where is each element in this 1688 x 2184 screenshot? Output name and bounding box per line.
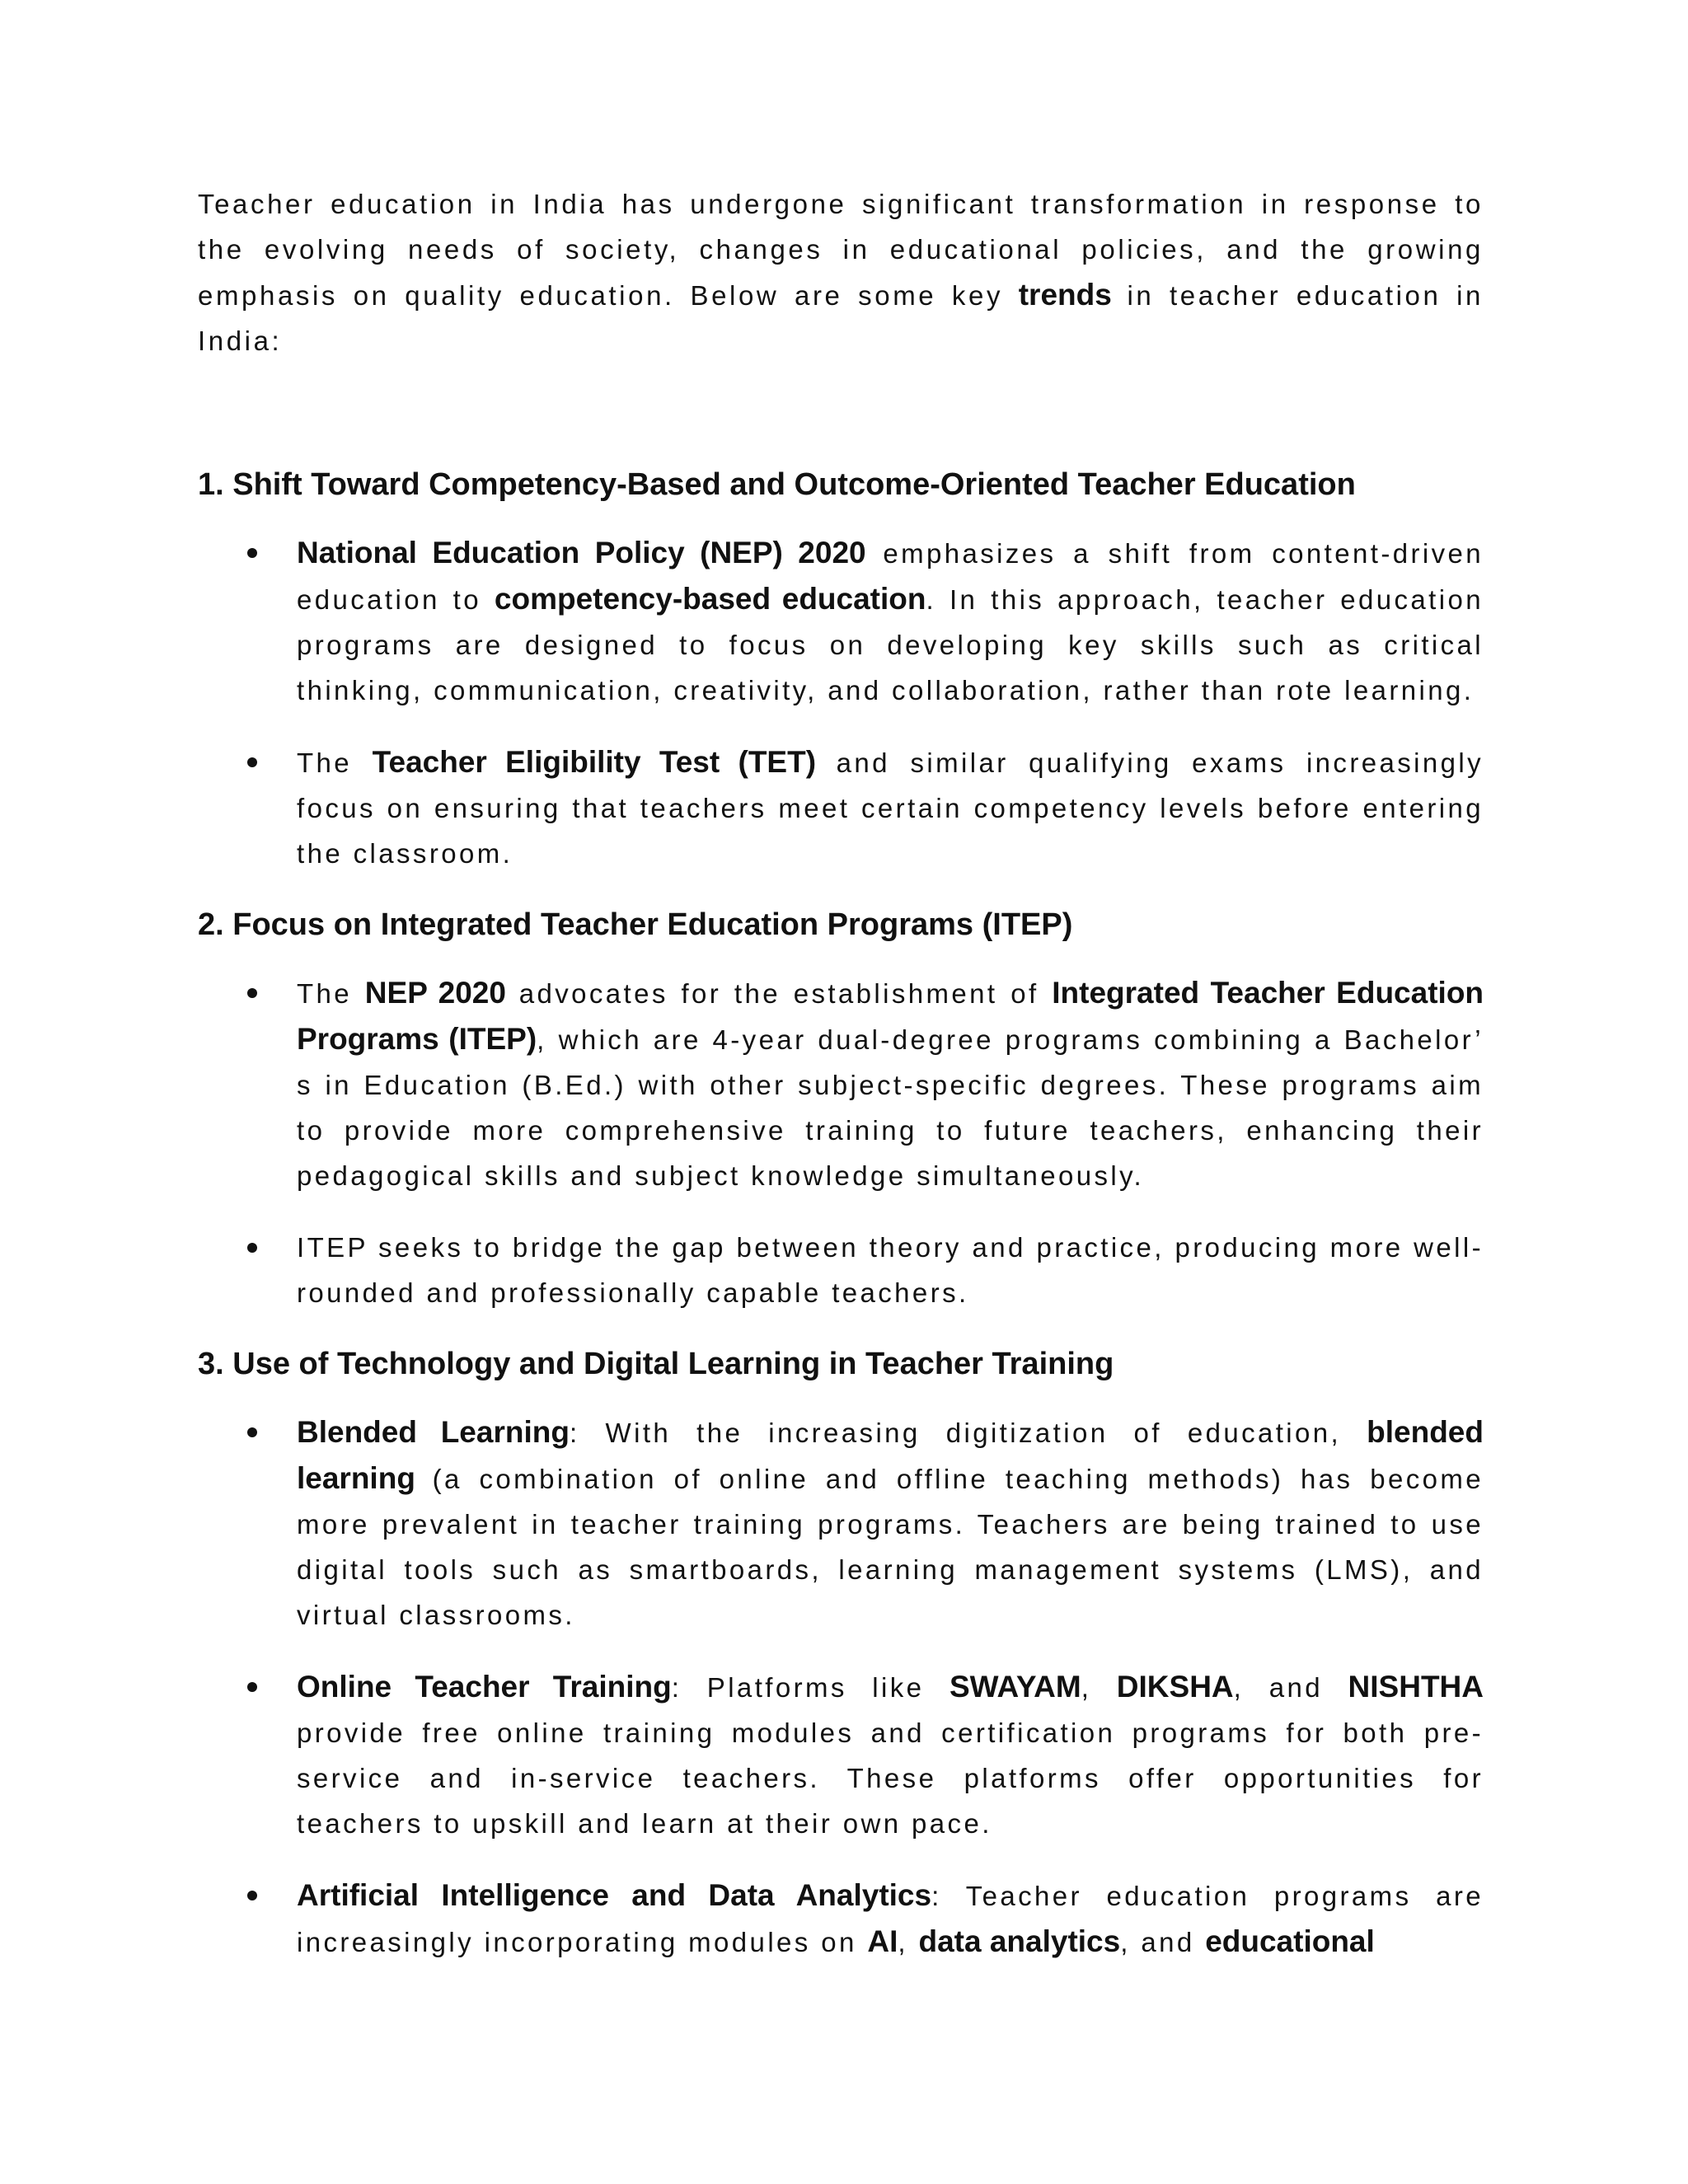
bullet-list: [198, 1409, 1484, 1965]
text-run: ,: [898, 1927, 919, 1957]
bold-phrase: competency-based education: [494, 582, 926, 616]
text-run: The: [297, 748, 373, 778]
bold-phrase: educational: [1205, 1924, 1375, 1958]
bullet-dot-icon: [247, 1427, 257, 1437]
text-run: : With the increasing digitization of education,: [569, 1418, 1367, 1448]
bullet-dot-icon: [247, 757, 257, 767]
bullet-dot-icon: [247, 1243, 257, 1253]
bullet-dot-icon: [247, 1682, 257, 1692]
bullet-dot-icon: [247, 1891, 257, 1900]
intro-paragraph: [198, 181, 1484, 363]
bullet-item: [198, 1664, 1484, 1846]
bullet-item: [198, 1225, 1484, 1315]
bullet-dot-icon: [247, 548, 257, 558]
bold-phrase: Teacher Eligibility Test (TET): [372, 745, 817, 779]
section-2: [198, 902, 1484, 1315]
section-1: [198, 462, 1484, 876]
text-run: The: [297, 978, 365, 1009]
intro-bold-trends: trends: [1018, 278, 1112, 312]
bold-phrase: Integrated Teacher Education Programs (ITEP): [297, 976, 1484, 1056]
text-run: ITEP seeks to bridge the gap between theory and practice, producing more well-rounded and professionally capable teachers.: [297, 1232, 1484, 1308]
bullet-item: [198, 739, 1484, 876]
text-run: , and: [1120, 1927, 1206, 1957]
intro-text-after: in teacher education in India:: [198, 280, 1484, 356]
bullet-item: [198, 1872, 1484, 1965]
bullet-list: [198, 970, 1484, 1315]
document-page: [198, 181, 1484, 1991]
bullet-list: [198, 530, 1484, 876]
bold-phrase: NEP 2020: [364, 976, 506, 1010]
bullet-item: [198, 1409, 1484, 1638]
text-run: and similar qualifying exams increasingly focus on ensuring that teachers meet certain competency levels before entering the classroom.: [297, 748, 1484, 869]
section-heading: 1. Shift Toward Competency-Based and Outcome-Oriented Teacher Education: [198, 467, 1356, 502]
bold-phrase: data analytics: [918, 1924, 1121, 1958]
section-heading: 2. Focus on Integrated Teacher Education Programs (ITEP): [198, 907, 1073, 942]
text-run: ,: [1081, 1672, 1117, 1703]
text-run: : Platforms like: [671, 1672, 950, 1703]
bold-phrase: Blended Learning: [297, 1415, 570, 1449]
section-3: [198, 1342, 1484, 1965]
intro-text-before: Teacher education in India has undergone significant transformation in response to the evolving needs of society, changes in educational policies, and the growing emphasis on quality education. Below are some key: [198, 189, 1484, 311]
bullet-item: [198, 530, 1484, 713]
text-run: provide free online training modules and certification programs for both pre-service and in-service teachers. These platforms offer opportunities for teachers to upskill and learn at their own pace.: [297, 1718, 1484, 1839]
text-run: emphasizes a shift from content-driven education to: [297, 538, 1484, 615]
text-run: advocates for the establishment of: [505, 978, 1053, 1009]
text-run: : Teacher education programs are increasingly incorporating modules on: [297, 1881, 1484, 1957]
text-run: . In this approach, teacher education programs are designed to focus on developing key skills such as critical thinking, communication, creativity, and collaboration, rather than rote learning.: [297, 584, 1484, 705]
bold-phrase: National Education Policy (NEP) 2020: [297, 536, 866, 569]
bold-phrase: AI: [867, 1924, 898, 1958]
text-run: , which are 4-year dual-degree programs combining a Bachelor’ s in Education (B.Ed.) with other subject-specific degrees. These programs aim to provide more comprehensive training to future teachers, enhancing their pedagogical skills and subject knowledge simultaneously.: [297, 1024, 1484, 1191]
section-heading: 3. Use of Technology and Digital Learning in Teacher Training: [198, 1347, 1114, 1381]
text-run: , and: [1233, 1672, 1348, 1703]
bold-phrase: NISHTHA: [1348, 1670, 1484, 1704]
bullet-dot-icon: [247, 988, 257, 998]
bullet-item: [198, 970, 1484, 1198]
bold-phrase: SWAYAM: [949, 1670, 1081, 1704]
bold-phrase: DIKSHA: [1116, 1670, 1234, 1704]
bold-phrase: Artificial Intelligence and Data Analytics: [297, 1878, 932, 1912]
text-run: (a combination of online and offline teaching methods) has become more prevalent in teacher training programs. Teachers are being trained to use digital tools such as smartboards, learning management systems (LMS), and virtual classrooms.: [297, 1464, 1484, 1630]
bold-phrase: blended learning: [297, 1415, 1484, 1495]
bold-phrase: Online Teacher Training: [297, 1670, 672, 1704]
